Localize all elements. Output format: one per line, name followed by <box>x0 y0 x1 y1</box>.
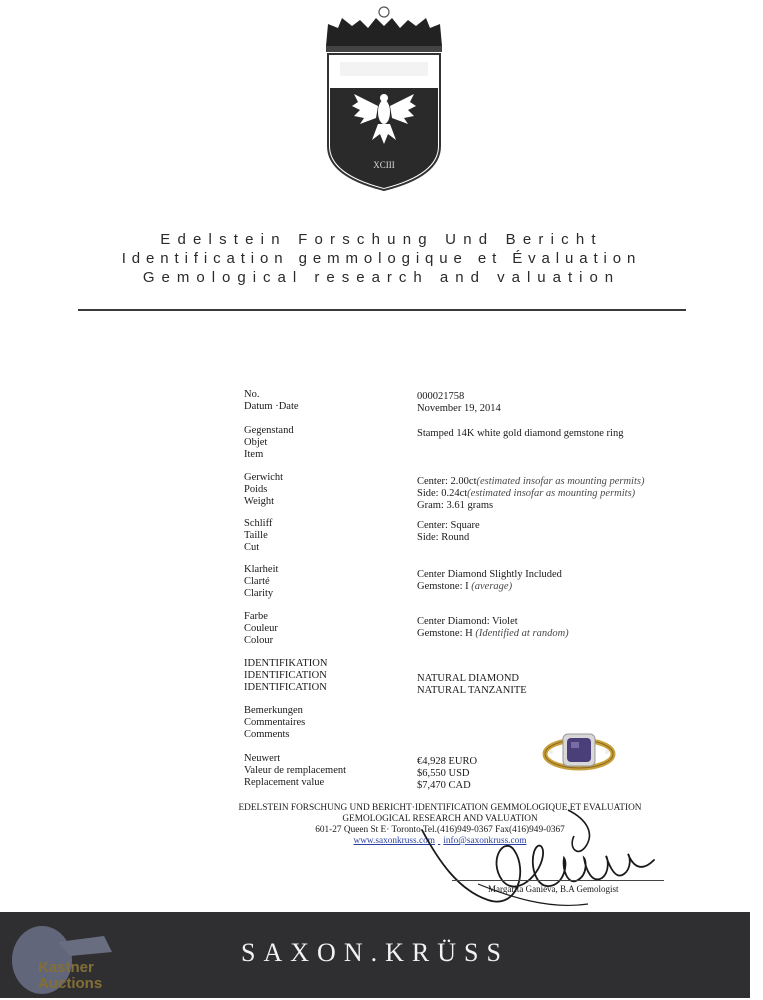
identification-diamond: NATURAL DIAMOND <box>417 673 519 684</box>
heading-french: Identification gemmologique et Évaluation <box>121 250 642 267</box>
item-values <box>417 428 623 440</box>
website-link[interactable]: www.saxonkruss.com <box>353 836 435 846</box>
colour-center: Center Diamond: Violet <box>417 616 518 627</box>
report-date: November 19, 2014 <box>417 402 501 414</box>
identification-values <box>417 673 527 697</box>
heading-german: Edelstein Forschung Und Bericht <box>160 231 603 248</box>
label-replacement-en: Replacement value <box>244 776 325 788</box>
label-date: Datum ·Date <box>244 400 299 412</box>
ring-image-icon <box>541 724 617 776</box>
label-colour-fr: Couleur <box>244 622 278 634</box>
weight-labels <box>244 472 283 507</box>
clarity-gemstone-note: (average) <box>471 580 513 592</box>
number-values <box>417 391 501 415</box>
label-item-de: Gegenstand <box>244 425 294 436</box>
crest-numeral: XCIII <box>373 160 395 170</box>
label-identification-fr: IDENTIFICATION <box>244 669 327 681</box>
ring-photo <box>541 724 617 776</box>
clarity-gemstone-value: Gemstone: I <box>417 580 472 592</box>
cut-values <box>417 520 480 544</box>
handwritten-signature-icon <box>418 800 658 916</box>
label-weight-fr: Poids <box>244 483 268 495</box>
label-cut-de: Schliff <box>244 518 273 529</box>
cut-labels <box>244 518 272 553</box>
cut-side: Side: Round <box>417 531 470 543</box>
colour-gemstone-value: Gemstone: H <box>417 627 476 639</box>
replacement-labels <box>244 753 346 788</box>
signatory-name: Margarita Ganieva, B.A Gemologist <box>488 884 619 894</box>
label-colour-de: Farbe <box>244 611 268 622</box>
label-weight-en: Weight <box>244 495 275 507</box>
weight-gram: Gram: 3.61 grams <box>417 499 494 511</box>
label-identification-en: IDENTIFICATION <box>244 681 327 693</box>
clarity-center: Center Diamond Slightly Included <box>417 569 562 580</box>
item-labels <box>244 425 294 460</box>
brand-name: SAXON.KRÜSS <box>241 938 509 967</box>
clarity-gemstone <box>417 581 562 593</box>
weight-side <box>417 488 644 500</box>
label-number: No. <box>244 389 260 400</box>
label-item-fr: Objet <box>244 436 268 448</box>
crest-shield-icon <box>318 6 450 192</box>
label-colour-en: Colour <box>244 634 274 646</box>
colour-gemstone-note: (Identified at random) <box>475 627 569 639</box>
label-clarity-fr: Clarté <box>244 575 270 587</box>
clarity-values <box>417 569 562 593</box>
signature-line <box>452 880 664 881</box>
label-comments-de: Bemerkungen <box>244 705 303 716</box>
item-description: Stamped 14K white gold diamond gemstone ring <box>417 428 624 439</box>
weight-center-note: (estimated insofar as mounting permits) <box>476 476 645 487</box>
identification-labels <box>244 658 327 693</box>
label-comments-en: Comments <box>244 728 290 740</box>
label-replacement-de: Neuwert <box>244 753 281 764</box>
label-cut-fr: Taille <box>244 529 268 541</box>
label-item-en: Item <box>244 448 264 460</box>
colour-gemstone <box>417 628 569 640</box>
cut-center: Center: Square <box>417 520 480 531</box>
label-weight-de: Gerwicht <box>244 472 284 483</box>
label-comments-fr: Commentaires <box>244 716 306 728</box>
clarity-labels <box>244 564 278 599</box>
weight-values <box>417 476 644 511</box>
label-clarity-de: Klarheit <box>244 564 279 575</box>
watermark-text-2: Auctions <box>38 975 103 992</box>
colour-values <box>417 616 569 640</box>
replacement-values <box>417 756 477 791</box>
label-identification-de: IDENTIFIKATION <box>244 658 328 669</box>
watermark-text-1: Kastner <box>38 959 94 976</box>
value-euro: €4,928 EURO <box>417 756 478 767</box>
weight-side-value: Side: 0.24ct <box>417 487 468 499</box>
label-replacement-fr: Valeur de remplacement <box>244 764 347 776</box>
footer-address: 601-27 Queen St E· Toronto Tel.(416)949-0367 Fax(416)949-0367 <box>315 825 565 835</box>
footer-tagline: GEMOLOGICAL RESEARCH AND VALUATION <box>342 814 538 824</box>
label-cut-en: Cut <box>244 541 260 553</box>
number-labels <box>244 389 299 413</box>
heading-english: Gemological research and valuation <box>142 269 621 286</box>
footer-company-line: EDELSTEIN FORSCHUNG UND BERICHT·IDENTIFICATION GEMMOLOGIQUE ET EVALUATION <box>238 803 642 813</box>
weight-side-note: (estimated insofar as mounting permits) <box>467 487 636 499</box>
crest-logo <box>318 6 450 192</box>
colour-labels <box>244 611 278 646</box>
header-divider <box>78 309 686 311</box>
weight-center-value: Center: 2.00ct <box>417 476 477 487</box>
email-link[interactable]: info@saxonkruss.com <box>443 836 527 846</box>
kastner-auctions-logo-icon <box>8 922 116 998</box>
label-clarity-en: Clarity <box>244 587 274 599</box>
comments-labels <box>244 705 305 740</box>
report-number: 000021758 <box>417 391 465 402</box>
signature <box>418 800 658 916</box>
weight-center <box>417 476 644 488</box>
identification-tanzanite: NATURAL TANZANITE <box>417 684 527 696</box>
kastner-watermark <box>8 922 116 998</box>
value-cad: $7,470 CAD <box>417 779 471 791</box>
value-usd: $6,550 USD <box>417 767 470 779</box>
